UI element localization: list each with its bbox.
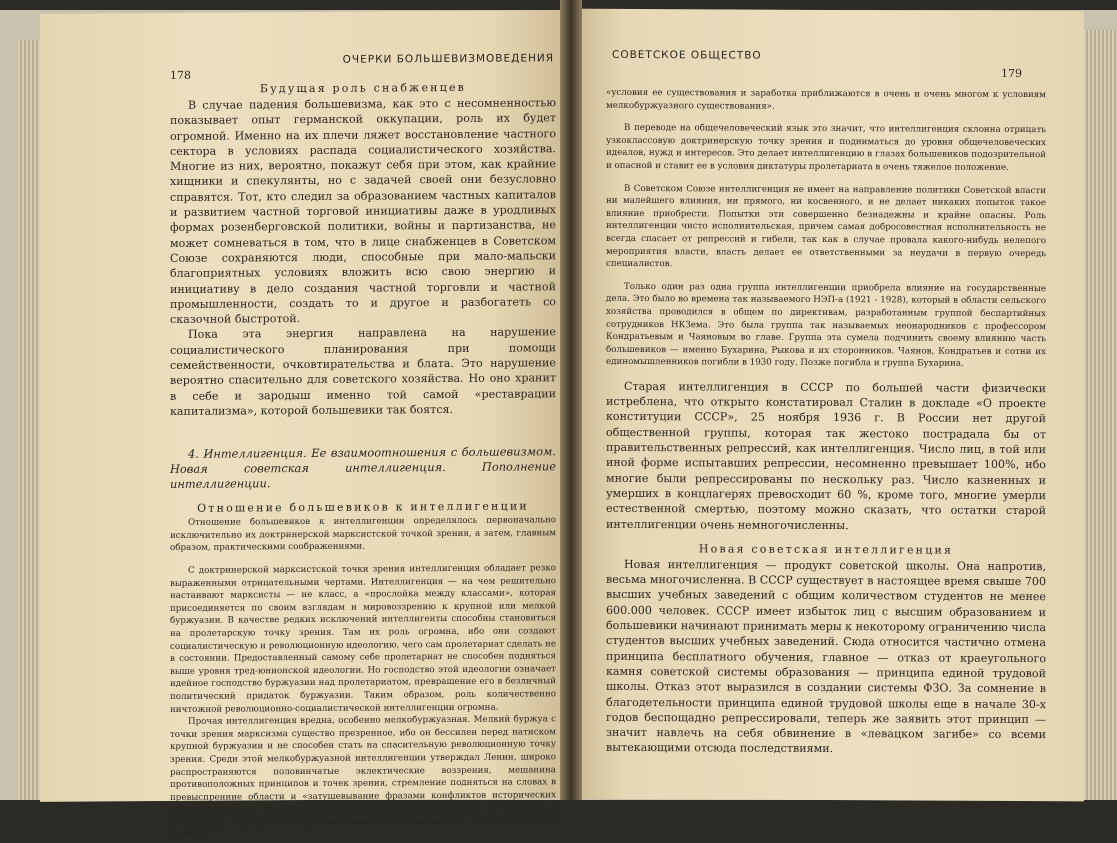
paragraph: Отношение большевиков к интеллигенции определялось первоначально исключительно их доктринерской марксистской точкой зрения, а затем, главным образом, практическими соображениями. [170,515,556,554]
paragraph: Прочая интеллигенция вредна, особенно мелкобуржуазная. Мелкий буржуа с точки зрения марксизма существо презренное, ибо он бессилен перед натиском крупной буржуазии и не способен стать на спасительную революционную точку зрения. Среди этой мелкобуржуазной интеллигенции утверждал Ленин, широко распространяются половинчатые эклектические воззрения, мешанина противоположных принципов и точек зрения, стремление подняться на словах в превыспренние области и «затушевывание фразами конфликтов исторических групп населения». Интеллигенция будто бы индивидуалистична, не способна к дисциплине и организации, дрябла и неустойчива, потому что (подлинные слова Ленина) [170,714,556,841]
left-page-number: 178 [170,68,191,82]
right-running-head: СОВЕТСКОЕ ОБЩЕСТВО [612,48,762,62]
subhead-new-intelligentsia: Новая советская интеллигенция [698,542,954,557]
subhead-bolsheviks-intelligentsia: Отношение большевиков к интеллигенции [197,499,529,515]
paragraph: В переводе на общечеловеческий язык это значит, что интеллигенция склонна отрицать узкоклассовую доктринерскую точку зрения и подниматься до уровня общечеловеческих идеалов, нужд и интересов. Это делает интеллигенцию в глазах большевиков подозрительной и опасной и ставит ее в условия диктатуры пролетариата в очень тяжелое положение. [606,123,1046,173]
paragraph: Старая интеллигенция в СССР по большей части физически истреблена, что открыто констатировал Сталин в докладе «О проекте конституции СССР», 25 ноября 1936 г. В России нет другой общественной группы, которая так жестоко пострадала бы от правительственных репрессий, как интеллигенция. Число лиц, в той или иной форме испытавших репрессии, несомненно превышает 100%, ибо многие были репрессированы по нескольку раз. Число казненных и умерших в концлагерях превосходит 60 %, кроме того, многие умерли естественной смертью, поэтому можно сказать, что остатки старой интеллигенции очень немногочисленны. [606,379,1046,532]
paragraph: С доктринерской марксистской точки зрения интеллигенция обладает резко выраженными отрицательными чертами. Интеллигенция — на чем решительно настаивают марксисты — не класс, а «прослойка между классами», которая присоединяется по своим взглядам и мировоззрению к крупной или мелкой буржуазии. В качестве редких исключений интеллигенты способны становиться на пролетарскую точку зрения. Там их роль огромна, ибо они создают социалистическую и революционную идеологию, чего сам пролетариат сделать не в состоянии. Предоставленный самому себе пролетариат не способен подняться выше уровня тред-юнионской идеологии. Но господство этой идеологии означает идейное господство буржуазии над пролетариатом, превращение его в безличный политический придаток буржуазии. Таким образом, роль количественно ничтожной революционно-социалистической интеллигенции огромна. [170,563,556,715]
section-title: 4. Интеллигенция. Ее взаимоотношения с большевизмом. Новая советская интеллигенция. Пополнение интеллигенции. [170,444,556,492]
subhead-suppliers-role: Будущая роль снабженцев [259,80,467,96]
paragraph: «условия ее существования и заработка приближаются в очень и очень многом к условиям мелкобуржуазного существования». [606,87,1046,112]
right-page-number: 179 [1001,66,1022,81]
paragraph: Новая интеллигенция — продукт советской школы. Она напротив, весьма многочисленна. В СССР существует в настоящее время свыше 700 высших учебных заведений с общим количеством студентов не менее 600.000 человек. СССР имеет избыток лиц с высшим образованием и большевики начинают принимать меры к некоторому ограничению числа студентов высших учебных заведений. Сюда относится частично отмена принципа бесплатного обучения, главное — отказ от краеугольного камня советской системы образования — принципа единой трудовой школы. Отказ этот выразился в создании системы ФЗО. За сомнение в благодетельности принципа единой трудовой школы еще в начале 30-х годов беспощадно репрессировали, теперь же заявить этот принцип — значит навлечь на себя обвинение в «левацком загибе» со всеми вытекающими отсюда последствиями. [606,557,1046,756]
paragraph: В случае падения большевизма, как это с несомненностью показывает опыт германской оккупации, роль их будет огромной. Именно на их плечи ляжет восстановление частного сектора в условиях распада социалистического хозяйства. Многие из них, вероятно, покажут себя при этом, как крайние хищники и спекулянты, но с задачей своей они безусловно справятся. Тот, кто следил за образованием частных капиталов и развитием частной торговой инициативы даже в уродливых формах розенберговской политики, войны и партизанства, не может сомневаться в том, что в лице снабженцев в Советском Союзе сохраняются люди, способные при мало-мальски благоприятных условиях вложить всю свою энергию и инициативу в дело создания частной торговли и частной промышленности, создать то и другое и разбогатеть со сказочной быстротой. [170,96,556,327]
paragraph: В Советском Союзе интеллигенция не имеет на направление политики Советской власти ни малейшего влияния, ни прямого, ни косвенного, и не делает никаких попыток такое влияние приобрести. Попытки эти совершенно безнадежны и крайне опасны. Роль интеллигенции чисто исполнительская, причем самая добросовестная исполнительность не всегда спасает от репрессий и гибели, так как в случае провала какого-нибудь нелепого мероприятия власти, власть делает ее ответственными за неудачи в первую очередь специалистов. [606,183,1046,270]
left-running-head: ОЧЕРКИ БОЛЬШЕВИЗМОВЕДЕНИЯ [342,52,554,66]
right-page-content [606,87,1046,758]
page-edges-right [1080,30,1117,800]
paragraph: Пока эта энергия направлена на нарушение социалистического планирования при помощи семейственности, очковтирательства и блата. Это нарушение вероятно спасительно для советского хозяйства. Но оно хранит в себе и зародыш именно той самой «реставрации капитализма», которой большевики так боятся. [170,325,556,418]
left-page [40,10,568,841]
right-page [572,9,1084,802]
paragraph: Только один раз одна группа интеллигенции приобрела влияние на государственные дела. Это было во времена так называемого НЭП-а (1921 - 1928), который в области сельского хозяйства проводился в общем по директивам, разработанным группой беспартийных сотрудников НКЗема. Это была группа так называемых неонародников с профессором Кондратьевым и Чаяновым во главе. Группа эта сумела подчинить своему влиянию часть большевиков — именно Бухарина, Рыкова и их сторонников. Чаянов, Кондратьев и сотни их единомышленников погибли в 1930 году. Позже погибла и группа Бухарина. [606,281,1046,369]
page-edges-left [18,40,42,800]
left-page-content [170,80,556,842]
book-gutter [560,0,582,800]
